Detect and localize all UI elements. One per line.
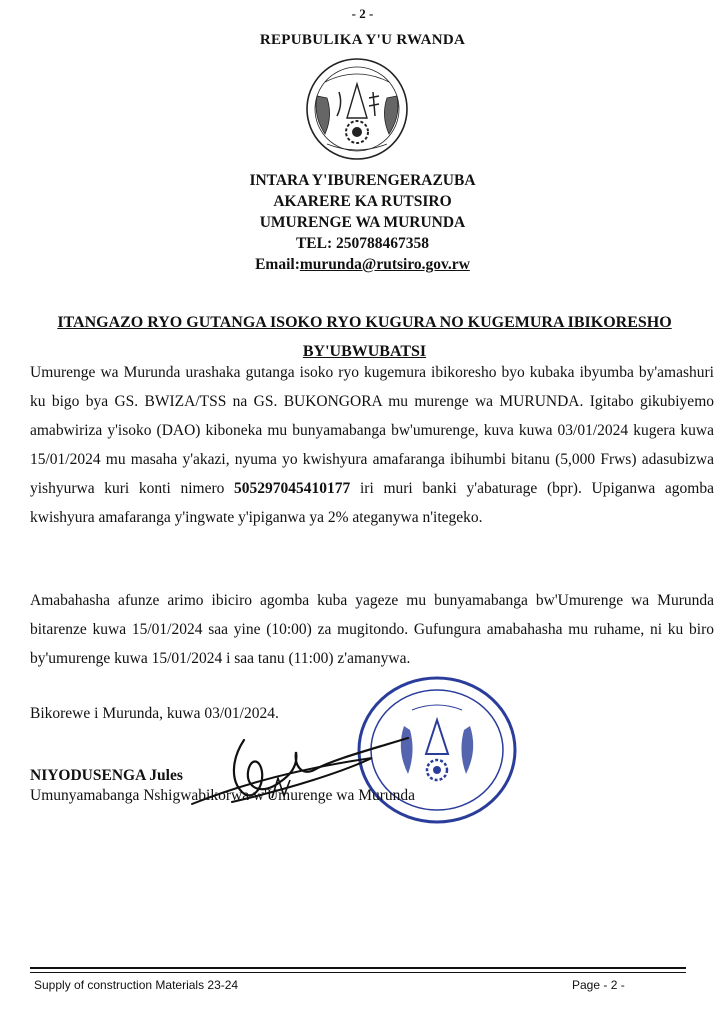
footer-divider-thin (30, 972, 686, 973)
republic-heading: REPUBULIKA Y'U RWANDA (259, 32, 466, 48)
coat-of-arms-icon (303, 56, 411, 162)
province-line: INTARA Y'IBURENGERAZUBA (249, 172, 476, 189)
email-label: Email: (255, 256, 300, 273)
signatory-title: Umunyamabanga Nshigwabikorwa w'Umurenge wa Murunda (30, 787, 416, 804)
email-link[interactable]: murunda@rutsiro.gov.rw (299, 256, 470, 273)
paragraph-1-text-b: iri muri banki y'abaturage (bpr). Upiganwa agomba kwishyura amafaranga y'ingwate y'ipiganwa ya 2% ateganywa n'itegeko. (30, 480, 714, 526)
place-date: Bikorewe i Murunda, kuwa 03/01/2024. (30, 705, 279, 722)
email-line (0, 254, 725, 275)
paragraph-2: Amabahasha afunze arimo ibiciro agomba kuba yageze mu bunyamabanga bw'Umurenge wa Murunda bitarenze kuwa 15/01/2024 saa yine (10:00) za mugitondo. Gufungura amabahasha mu ruhame, ni ku biro by'umurenge kuwa 15/01/2024 i saa tanu (11:00) z'amanywa. (30, 592, 714, 667)
footer-divider (30, 967, 686, 969)
sector-line: UMURENGE WA MURUNDA (259, 214, 466, 231)
title-line-1: ITANGAZO RYO GUTANGA ISOKO RYO KUGURA NO KUGEMURA IBIKORESHO (57, 314, 672, 331)
paragraph-1 (30, 358, 714, 532)
issuer-header (0, 170, 725, 275)
paragraph-1-text-a: Umurenge wa Murunda urashaka gutanga isoko ryo kugemura ibikoresho byo kubaka ibyumba by'amashuri ku bigo bya GS. BWIZA/TSS na GS. BUKONGORA mu murenge wa MURUNDA. Igitabo gikubiyemo amabwiriza y'isoko (DAO) kiboneka mu bunyamabanga bw'umurenge, kuva kuwa 03/01/2024 kugera kuwa 15/01/2024 mu masaha y'akazi, nyuma yo kwishyura amafaranga ibihumbi bitanu (5,000 Frws) adasubizwa yishyurwa kuri konti nimero (30, 364, 714, 497)
district-line: AKARERE KA RUTSIRO (273, 193, 452, 210)
account-number: 505297045410177 (234, 480, 351, 497)
footer-document-label: Supply of construction Materials 23-24 (34, 978, 239, 992)
tel-line: TEL: 250788467358 (295, 235, 430, 252)
signatory-name: NIYODUSENGA Jules (30, 767, 183, 784)
title-line-2: BY'UBWUBATSI (302, 343, 427, 360)
page-number-top: - 2 - (351, 6, 374, 21)
footer-page-number: Page - 2 - (572, 978, 625, 992)
